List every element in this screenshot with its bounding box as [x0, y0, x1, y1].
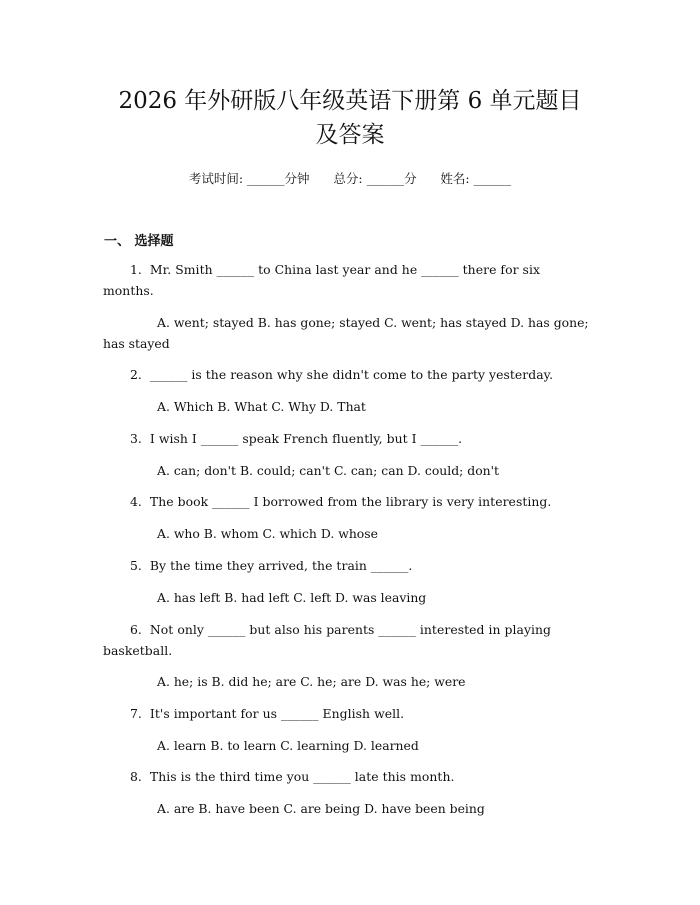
- question-8: 8. This is the third time you ______ late this month.: [130, 769, 455, 784]
- question-6: 6. Not only ______ but also his parents ______ interested in playing basketball.: [103, 622, 556, 658]
- question-5: 5. By the time they arrived, the train ______.: [130, 558, 413, 573]
- question-1: 1. Mr. Smith ______ to China last year and he ______ there for six months.: [103, 262, 545, 298]
- document-title: [0, 84, 700, 152]
- question-2: 2. ______ is the reason why she didn't come to the party yesterday.: [130, 367, 554, 382]
- options-7: A. learn B. to learn C. learning D. learned: [157, 738, 419, 753]
- options-1: A. went; stayed B. has gone; stayed C. went; has stayed D. has gone; has stayed: [103, 315, 593, 351]
- question-4: 4. The book ______ I borrowed from the library is very interesting.: [130, 494, 552, 509]
- options-2: A. Which B. What C. Why D. That: [157, 399, 366, 414]
- options-4: A. who B. whom C. which D. whose: [157, 526, 378, 541]
- options-6: A. he; is B. did he; are C. he; are D. was he; were: [157, 674, 466, 689]
- options-3: A. can; don't B. could; can't C. can; can D. could; don't: [157, 463, 500, 478]
- question-3: 3. I wish I ______ speak French fluently, but I ______.: [130, 431, 463, 446]
- options-5: A. has left B. had left C. left D. was leaving: [157, 590, 427, 605]
- exam-meta-line: 考试时间: ______分钟 总分: ______分 姓名: ______: [188, 171, 512, 186]
- title-line-1: 2026 年外研版八年级英语下册第 6 单元题目: [118, 88, 582, 114]
- title-line-2: 及答案: [315, 122, 385, 148]
- section-heading: 一、 选择题: [104, 234, 174, 249]
- options-8: A. are B. have been C. are being D. have been being: [157, 801, 485, 816]
- question-7: 7. It's important for us ______ English well.: [130, 706, 405, 721]
